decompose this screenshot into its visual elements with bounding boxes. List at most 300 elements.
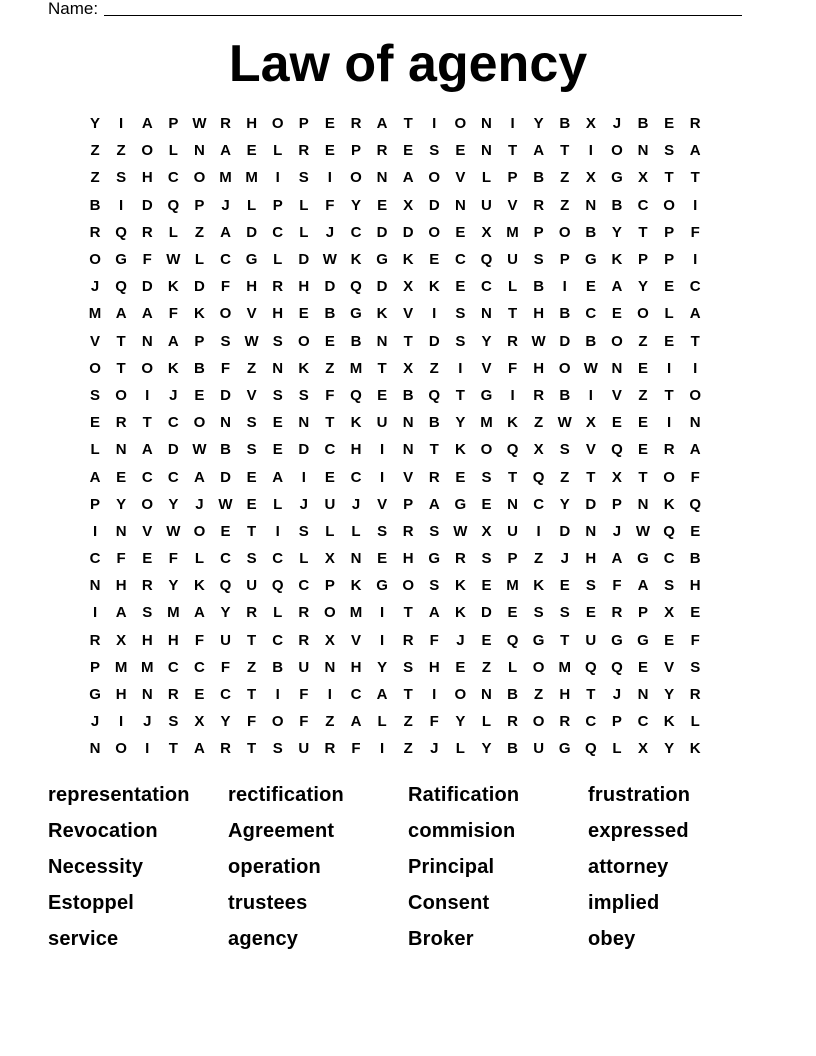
grid-letter[interactable]: C bbox=[481, 278, 492, 296]
grid-letter[interactable]: T bbox=[455, 386, 465, 404]
grid-letter[interactable]: Q bbox=[611, 441, 623, 459]
grid-letter[interactable]: Z bbox=[403, 740, 413, 758]
grid-letter[interactable]: N bbox=[611, 359, 623, 377]
grid-letter[interactable]: L bbox=[481, 169, 492, 187]
grid-letter[interactable]: B bbox=[402, 386, 414, 404]
grid-letter[interactable]: A bbox=[637, 577, 649, 595]
grid-letter[interactable]: L bbox=[299, 223, 309, 241]
grid-letter[interactable]: I bbox=[327, 686, 332, 704]
grid-letter[interactable]: W bbox=[192, 441, 207, 459]
grid-letter[interactable]: K bbox=[689, 740, 701, 758]
grid-letter[interactable]: G bbox=[376, 251, 388, 269]
grid-letter[interactable]: E bbox=[455, 142, 466, 160]
grid-letter[interactable]: C bbox=[272, 550, 284, 568]
grid-letter[interactable]: O bbox=[611, 142, 623, 160]
grid-letter[interactable]: M bbox=[349, 604, 363, 622]
grid-letter[interactable]: G bbox=[611, 631, 623, 649]
grid-letter[interactable]: K bbox=[298, 359, 310, 377]
grid-letter[interactable]: J bbox=[299, 495, 308, 513]
grid-letter[interactable]: K bbox=[454, 577, 466, 595]
grid-letter[interactable]: I bbox=[327, 169, 332, 187]
grid-letter[interactable]: C bbox=[454, 251, 466, 269]
grid-letter[interactable]: I bbox=[536, 522, 541, 540]
grid-letter[interactable]: H bbox=[585, 550, 597, 568]
grid-letter[interactable]: N bbox=[507, 495, 518, 513]
grid-letter[interactable]: G bbox=[89, 686, 101, 704]
grid-letter[interactable]: N bbox=[481, 115, 492, 133]
grid-letter[interactable]: U bbox=[220, 631, 231, 649]
grid-letter[interactable]: D bbox=[402, 223, 414, 241]
grid-letter[interactable]: J bbox=[143, 713, 152, 731]
grid-letter[interactable]: I bbox=[379, 468, 385, 486]
grid-letter[interactable]: N bbox=[141, 332, 153, 350]
grid-letter[interactable]: O bbox=[663, 468, 675, 486]
grid-letter[interactable]: E bbox=[559, 577, 570, 595]
grid-letter[interactable]: P bbox=[559, 251, 570, 269]
grid-letter[interactable]: F bbox=[194, 631, 204, 649]
grid-letter[interactable]: R bbox=[220, 115, 231, 133]
grid-letter[interactable]: J bbox=[430, 740, 439, 758]
grid-letter[interactable]: N bbox=[115, 522, 127, 540]
grid-letter[interactable]: P bbox=[90, 658, 101, 676]
grid-letter[interactable]: I bbox=[379, 740, 385, 758]
grid-letter[interactable]: N bbox=[637, 686, 649, 704]
grid-letter[interactable]: H bbox=[350, 441, 362, 459]
grid-letter[interactable]: G bbox=[454, 495, 467, 513]
grid-letter[interactable]: W bbox=[218, 495, 233, 513]
grid-letter[interactable]: O bbox=[141, 359, 154, 377]
grid-letter[interactable]: X bbox=[611, 468, 622, 486]
grid-letter[interactable]: L bbox=[612, 740, 622, 758]
grid-letter[interactable]: T bbox=[116, 359, 126, 377]
grid-letter[interactable]: S bbox=[272, 386, 283, 404]
grid-letter[interactable]: R bbox=[507, 332, 518, 350]
grid-letter[interactable]: D bbox=[246, 223, 258, 241]
grid-letter[interactable]: T bbox=[403, 604, 413, 622]
grid-letter[interactable]: X bbox=[481, 223, 492, 241]
grid-letter[interactable]: N bbox=[350, 550, 362, 568]
grid-letter[interactable]: R bbox=[115, 414, 127, 432]
grid-letter[interactable]: D bbox=[141, 196, 153, 214]
grid-letter[interactable]: D bbox=[376, 223, 388, 241]
grid-letter[interactable]: Q bbox=[611, 658, 623, 676]
grid-letter[interactable]: K bbox=[533, 577, 545, 595]
grid-letter[interactable]: V bbox=[142, 522, 153, 540]
grid-letter[interactable]: I bbox=[119, 115, 124, 133]
grid-letter[interactable]: P bbox=[90, 495, 101, 513]
grid-letter[interactable]: R bbox=[428, 468, 440, 486]
grid-letter[interactable]: G bbox=[558, 740, 571, 758]
grid-letter[interactable]: L bbox=[194, 251, 204, 269]
grid-letter[interactable]: X bbox=[585, 115, 596, 133]
grid-letter[interactable]: I bbox=[510, 115, 515, 133]
grid-letter[interactable]: S bbox=[690, 658, 701, 676]
grid-letter[interactable]: S bbox=[116, 169, 127, 187]
grid-letter[interactable]: E bbox=[246, 495, 257, 513]
grid-letter[interactable]: N bbox=[481, 686, 492, 704]
grid-letter[interactable]: B bbox=[689, 550, 701, 568]
grid-letter[interactable]: E bbox=[585, 278, 596, 296]
grid-letter[interactable]: E bbox=[481, 631, 492, 649]
grid-letter[interactable]: B bbox=[220, 441, 231, 459]
grid-letter[interactable]: C bbox=[167, 169, 179, 187]
grid-letter[interactable]: E bbox=[220, 522, 231, 540]
grid-letter[interactable]: T bbox=[560, 142, 570, 160]
grid-letter[interactable]: N bbox=[585, 522, 597, 540]
grid-letter[interactable]: Q bbox=[428, 386, 441, 404]
grid-letter[interactable]: R bbox=[298, 142, 310, 160]
grid-letter[interactable]: X bbox=[638, 740, 649, 758]
grid-letter[interactable]: T bbox=[664, 169, 674, 187]
grid-letter[interactable]: T bbox=[247, 522, 257, 540]
grid-letter[interactable]: T bbox=[429, 441, 439, 459]
grid-letter[interactable]: K bbox=[507, 414, 518, 432]
grid-letter[interactable]: X bbox=[585, 414, 596, 432]
grid-letter[interactable]: A bbox=[402, 169, 414, 187]
grid-letter[interactable]: P bbox=[507, 169, 518, 187]
grid-letter[interactable]: F bbox=[220, 359, 231, 377]
grid-letter[interactable]: S bbox=[481, 550, 492, 568]
grid-letter[interactable]: R bbox=[402, 522, 414, 540]
grid-letter[interactable]: E bbox=[246, 468, 257, 486]
grid-letter[interactable]: Z bbox=[90, 169, 100, 187]
grid-letter[interactable]: B bbox=[559, 305, 571, 323]
grid-letter[interactable]: N bbox=[115, 441, 127, 459]
grid-letter[interactable]: J bbox=[560, 550, 569, 568]
grid-letter[interactable]: E bbox=[324, 115, 335, 133]
grid-letter[interactable]: K bbox=[350, 251, 362, 269]
grid-letter[interactable]: S bbox=[272, 740, 283, 758]
grid-letter[interactable]: R bbox=[246, 604, 258, 622]
grid-letter[interactable]: Z bbox=[560, 169, 570, 187]
grid-letter[interactable]: E bbox=[481, 577, 492, 595]
grid-letter[interactable]: J bbox=[90, 278, 100, 296]
grid-letter[interactable]: I bbox=[432, 305, 437, 323]
grid-letter[interactable]: N bbox=[637, 495, 649, 513]
grid-letter[interactable]: Q bbox=[350, 386, 362, 404]
grid-letter[interactable]: G bbox=[637, 550, 649, 568]
grid-letter[interactable]: O bbox=[141, 495, 154, 513]
grid-letter[interactable]: N bbox=[402, 414, 414, 432]
grid-letter[interactable]: O bbox=[637, 305, 649, 323]
grid-letter[interactable]: J bbox=[195, 495, 204, 513]
grid-letter[interactable]: R bbox=[663, 441, 675, 459]
grid-letter[interactable]: F bbox=[325, 196, 335, 214]
grid-letter[interactable]: T bbox=[325, 414, 335, 432]
grid-letter[interactable]: O bbox=[428, 169, 441, 187]
grid-letter[interactable]: P bbox=[611, 713, 622, 731]
grid-letter[interactable]: Y bbox=[220, 713, 231, 731]
grid-letter[interactable]: G bbox=[480, 386, 493, 404]
grid-letter[interactable]: U bbox=[298, 740, 310, 758]
grid-letter[interactable]: U bbox=[507, 251, 518, 269]
grid-letter[interactable]: Y bbox=[168, 577, 179, 595]
grid-letter[interactable]: K bbox=[454, 441, 466, 459]
grid-letter[interactable]: Q bbox=[532, 468, 545, 486]
grid-letter[interactable]: R bbox=[141, 577, 153, 595]
grid-letter[interactable]: R bbox=[298, 604, 310, 622]
grid-letter[interactable]: E bbox=[194, 386, 205, 404]
grid-letter[interactable]: G bbox=[637, 631, 649, 649]
grid-letter[interactable]: T bbox=[690, 169, 700, 187]
grid-letter[interactable]: L bbox=[273, 495, 283, 513]
grid-letter[interactable]: N bbox=[637, 142, 649, 160]
grid-letter[interactable]: D bbox=[141, 278, 153, 296]
grid-letter[interactable]: A bbox=[350, 713, 362, 731]
grid-letter[interactable]: O bbox=[480, 441, 493, 459]
grid-letter[interactable]: A bbox=[689, 441, 701, 459]
grid-letter[interactable]: E bbox=[455, 278, 466, 296]
grid-letter[interactable]: K bbox=[402, 251, 414, 269]
grid-letter[interactable]: O bbox=[428, 223, 441, 241]
grid-letter[interactable]: E bbox=[507, 604, 518, 622]
grid-letter[interactable]: M bbox=[140, 658, 154, 676]
grid-letter[interactable]: P bbox=[298, 115, 309, 133]
grid-letter[interactable]: H bbox=[272, 305, 284, 323]
grid-letter[interactable]: W bbox=[322, 251, 337, 269]
grid-letter[interactable]: Q bbox=[115, 223, 127, 241]
grid-letter[interactable]: Y bbox=[455, 713, 466, 731]
grid-letter[interactable]: Q bbox=[689, 495, 702, 513]
grid-letter[interactable]: I bbox=[119, 196, 124, 214]
grid-letter[interactable]: E bbox=[429, 251, 440, 269]
grid-letter[interactable]: S bbox=[298, 386, 309, 404]
grid-letter[interactable]: L bbox=[299, 550, 309, 568]
grid-letter[interactable]: R bbox=[507, 713, 518, 731]
grid-letter[interactable]: Z bbox=[90, 142, 100, 160]
grid-letter[interactable]: O bbox=[141, 142, 154, 160]
grid-letter[interactable]: O bbox=[663, 196, 675, 214]
grid-letter[interactable]: X bbox=[481, 522, 492, 540]
grid-letter[interactable]: F bbox=[351, 740, 361, 758]
grid-letter[interactable]: E bbox=[272, 414, 283, 432]
grid-letter[interactable]: R bbox=[689, 686, 701, 704]
grid-letter[interactable]: P bbox=[533, 223, 544, 241]
grid-letter[interactable]: Y bbox=[533, 115, 544, 133]
grid-letter[interactable]: G bbox=[115, 251, 127, 269]
grid-letter[interactable]: W bbox=[244, 332, 259, 350]
grid-letter[interactable]: D bbox=[559, 332, 571, 350]
grid-letter[interactable]: R bbox=[689, 115, 701, 133]
grid-letter[interactable]: Z bbox=[247, 359, 257, 377]
grid-letter[interactable]: E bbox=[611, 305, 622, 323]
grid-letter[interactable]: W bbox=[192, 115, 207, 133]
grid-letter[interactable]: T bbox=[586, 468, 596, 486]
grid-letter[interactable]: S bbox=[272, 332, 283, 350]
grid-letter[interactable]: E bbox=[455, 658, 466, 676]
grid-letter[interactable]: X bbox=[324, 550, 335, 568]
grid-letter[interactable]: D bbox=[220, 386, 231, 404]
grid-letter[interactable]: W bbox=[166, 251, 181, 269]
grid-letter[interactable]: Q bbox=[350, 278, 362, 296]
grid-letter[interactable]: N bbox=[194, 142, 205, 160]
grid-letter[interactable]: Y bbox=[90, 115, 101, 133]
grid-letter[interactable]: S bbox=[298, 169, 309, 187]
grid-letter[interactable]: T bbox=[586, 686, 596, 704]
grid-letter[interactable]: E bbox=[585, 604, 596, 622]
grid-letter[interactable]: X bbox=[324, 631, 335, 649]
grid-letter[interactable]: B bbox=[585, 332, 597, 350]
grid-letter[interactable]: M bbox=[114, 658, 128, 676]
grid-letter[interactable]: N bbox=[220, 414, 231, 432]
grid-letter[interactable]: S bbox=[533, 604, 544, 622]
grid-letter[interactable]: I bbox=[588, 142, 593, 160]
grid-letter[interactable]: E bbox=[403, 142, 414, 160]
grid-letter[interactable]: E bbox=[194, 686, 205, 704]
grid-letter[interactable]: T bbox=[507, 305, 518, 323]
grid-letter[interactable]: B bbox=[559, 386, 571, 404]
grid-letter[interactable]: Y bbox=[350, 196, 361, 214]
grid-letter[interactable]: C bbox=[167, 658, 179, 676]
grid-letter[interactable]: O bbox=[558, 223, 571, 241]
grid-letter[interactable]: P bbox=[272, 196, 283, 214]
grid-letter[interactable]: Q bbox=[663, 522, 675, 540]
grid-letter[interactable]: Y bbox=[664, 740, 675, 758]
grid-letter[interactable]: T bbox=[638, 468, 648, 486]
grid-letter[interactable]: A bbox=[376, 686, 388, 704]
grid-letter[interactable]: S bbox=[403, 658, 414, 676]
grid-letter[interactable]: E bbox=[664, 278, 675, 296]
grid-letter[interactable]: K bbox=[428, 278, 440, 296]
grid-letter[interactable]: E bbox=[377, 550, 388, 568]
grid-letter[interactable]: P bbox=[664, 223, 675, 241]
grid-letter[interactable]: R bbox=[167, 686, 179, 704]
grid-letter[interactable]: Y bbox=[220, 604, 231, 622]
grid-letter[interactable]: K bbox=[350, 414, 362, 432]
grid-letter[interactable]: I bbox=[119, 713, 124, 731]
grid-letter[interactable]: G bbox=[532, 631, 545, 649]
grid-letter[interactable]: Z bbox=[638, 332, 648, 350]
grid-letter[interactable]: N bbox=[376, 332, 388, 350]
grid-letter[interactable]: N bbox=[272, 359, 284, 377]
grid-letter[interactable]: R bbox=[298, 631, 310, 649]
grid-letter[interactable]: I bbox=[145, 740, 150, 758]
grid-letter[interactable]: L bbox=[664, 305, 674, 323]
grid-letter[interactable]: T bbox=[247, 740, 257, 758]
grid-letter[interactable]: C bbox=[220, 686, 231, 704]
grid-letter[interactable]: O bbox=[532, 658, 545, 676]
grid-letter[interactable]: O bbox=[271, 713, 284, 731]
grid-letter[interactable]: T bbox=[377, 359, 387, 377]
grid-letter[interactable]: E bbox=[246, 142, 257, 160]
grid-letter[interactable]: S bbox=[559, 604, 570, 622]
grid-letter[interactable]: K bbox=[376, 305, 388, 323]
grid-letter[interactable]: O bbox=[324, 604, 336, 622]
grid-letter[interactable]: E bbox=[690, 604, 701, 622]
grid-letter[interactable]: T bbox=[507, 468, 518, 486]
grid-letter[interactable]: V bbox=[507, 196, 518, 214]
grid-letter[interactable]: I bbox=[432, 686, 437, 704]
grid-letter[interactable]: A bbox=[115, 305, 127, 323]
grid-letter[interactable]: P bbox=[350, 142, 361, 160]
grid-letter[interactable]: S bbox=[90, 386, 101, 404]
grid-letter[interactable]: Y bbox=[377, 658, 388, 676]
grid-letter[interactable]: H bbox=[246, 278, 258, 296]
grid-letter[interactable]: M bbox=[219, 169, 232, 187]
grid-letter[interactable]: L bbox=[273, 142, 283, 160]
grid-letter[interactable]: T bbox=[142, 414, 152, 432]
grid-letter[interactable]: C bbox=[167, 468, 179, 486]
grid-letter[interactable]: O bbox=[193, 414, 206, 432]
grid-letter[interactable]: V bbox=[403, 305, 414, 323]
grid-letter[interactable]: C bbox=[272, 631, 284, 649]
grid-letter[interactable]: R bbox=[350, 115, 362, 133]
grid-letter[interactable]: E bbox=[455, 223, 466, 241]
grid-letter[interactable]: F bbox=[690, 468, 700, 486]
grid-letter[interactable]: B bbox=[533, 169, 545, 187]
grid-letter[interactable]: W bbox=[583, 359, 598, 377]
grid-letter[interactable]: Z bbox=[429, 359, 439, 377]
grid-letter[interactable]: Q bbox=[115, 278, 127, 296]
grid-letter[interactable]: F bbox=[690, 631, 700, 649]
grid-letter[interactable]: H bbox=[167, 631, 179, 649]
grid-letter[interactable]: Y bbox=[481, 740, 492, 758]
grid-letter[interactable]: C bbox=[298, 577, 310, 595]
grid-letter[interactable]: L bbox=[247, 196, 257, 214]
grid-letter[interactable]: G bbox=[245, 251, 258, 269]
grid-letter[interactable]: G bbox=[584, 251, 597, 269]
grid-letter[interactable]: J bbox=[169, 386, 178, 404]
grid-letter[interactable]: X bbox=[638, 169, 649, 187]
grid-letter[interactable]: L bbox=[481, 713, 492, 731]
grid-letter[interactable]: D bbox=[376, 278, 388, 296]
grid-letter[interactable]: N bbox=[481, 142, 492, 160]
grid-letter[interactable]: E bbox=[377, 386, 388, 404]
grid-letter[interactable]: H bbox=[141, 169, 153, 187]
grid-letter[interactable]: Z bbox=[194, 223, 204, 241]
grid-letter[interactable]: R bbox=[454, 550, 466, 568]
grid-letter[interactable]: J bbox=[456, 631, 465, 649]
grid-letter[interactable]: C bbox=[689, 278, 701, 296]
grid-letter[interactable]: A bbox=[689, 305, 701, 323]
grid-letter[interactable]: M bbox=[480, 414, 493, 432]
grid-letter[interactable]: A bbox=[376, 115, 388, 133]
grid-letter[interactable]: K bbox=[611, 251, 623, 269]
grid-letter[interactable]: K bbox=[350, 577, 362, 595]
grid-letter[interactable]: Z bbox=[534, 414, 544, 432]
grid-letter[interactable]: E bbox=[90, 414, 101, 432]
grid-letter[interactable]: Z bbox=[534, 686, 544, 704]
grid-letter[interactable]: O bbox=[350, 169, 362, 187]
grid-letter[interactable]: S bbox=[429, 522, 440, 540]
grid-letter[interactable]: P bbox=[638, 251, 649, 269]
grid-letter[interactable]: A bbox=[141, 305, 153, 323]
grid-letter[interactable]: W bbox=[166, 522, 181, 540]
grid-letter[interactable]: I bbox=[92, 604, 98, 622]
grid-letter[interactable]: Z bbox=[534, 550, 544, 568]
grid-letter[interactable]: M bbox=[349, 359, 363, 377]
grid-letter[interactable]: D bbox=[481, 604, 492, 622]
grid-letter[interactable]: F bbox=[612, 577, 622, 595]
grid-letter[interactable]: U bbox=[585, 631, 597, 649]
grid-letter[interactable]: O bbox=[611, 332, 623, 350]
grid-letter[interactable]: Z bbox=[116, 142, 126, 160]
grid-letter[interactable]: F bbox=[168, 550, 178, 568]
grid-letter[interactable]: E bbox=[272, 441, 283, 459]
grid-letter[interactable]: E bbox=[324, 142, 335, 160]
grid-letter[interactable]: R bbox=[272, 278, 284, 296]
grid-letter[interactable]: D bbox=[585, 495, 597, 513]
grid-letter[interactable]: K bbox=[194, 305, 205, 323]
grid-letter[interactable]: C bbox=[167, 414, 179, 432]
grid-letter[interactable]: R bbox=[324, 740, 336, 758]
grid-letter[interactable]: R bbox=[141, 223, 153, 241]
grid-letter[interactable]: V bbox=[481, 359, 492, 377]
grid-letter[interactable]: F bbox=[220, 658, 231, 676]
grid-letter[interactable]: K bbox=[663, 495, 675, 513]
grid-letter[interactable]: E bbox=[116, 468, 127, 486]
grid-letter[interactable]: Y bbox=[559, 495, 570, 513]
